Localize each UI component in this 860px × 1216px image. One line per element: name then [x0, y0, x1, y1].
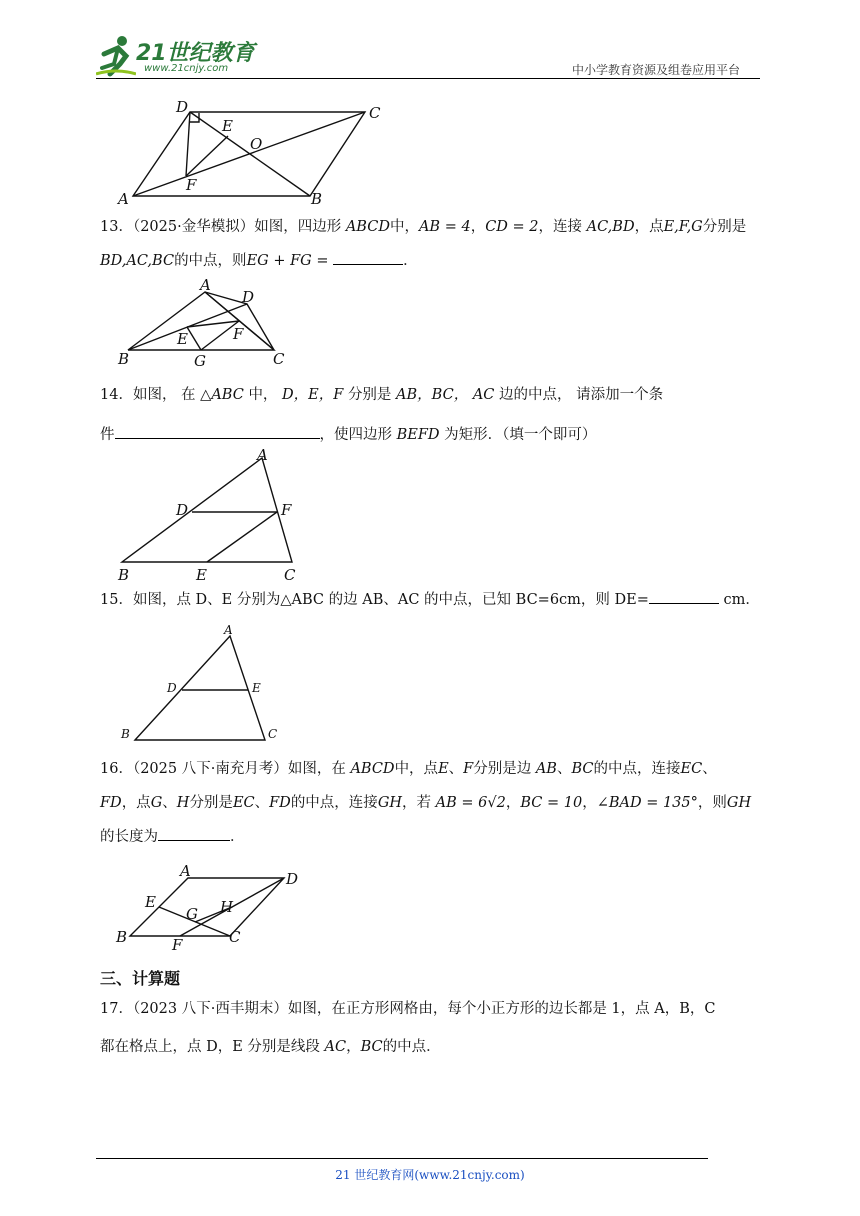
fig12-label-c: C	[369, 104, 381, 122]
fig16-label-c: C	[229, 928, 241, 946]
fig14-label-d: D	[176, 501, 189, 519]
fig12-label-f: F	[186, 176, 197, 194]
fig13-label-e: E	[177, 330, 188, 348]
figure-16	[112, 858, 307, 954]
fig13-label-f: F	[233, 325, 244, 343]
q16-answer-blank[interactable]	[158, 826, 230, 841]
fig16-label-h: H	[220, 898, 234, 916]
figure-14	[112, 444, 307, 586]
header-rule	[96, 78, 760, 79]
fig16-label-d: D	[286, 870, 299, 888]
footer-rule	[96, 1158, 708, 1159]
q15-answer-blank[interactable]	[649, 589, 719, 604]
fig15-label-e: E	[252, 681, 261, 695]
question-14: 14．如图， 在 △ABC 中， D，E，F 分别是 AB，BC， AC 边的中点， 请添加一个条 件 ，使四边形 BEFD 为矩形．（填一个即可）	[100, 387, 664, 443]
footer-site-text: 21 世纪教育网(www.21cnjy.com)	[335, 1168, 525, 1182]
fig14-label-e: E	[196, 566, 207, 584]
fig15-label-d: D	[167, 681, 177, 695]
question-15: 15．如图，点 D、E 分别为△ABC 的边 AB、AC 的中点，已知 BC=6cm，则 DE= cm．	[100, 583, 762, 617]
fig16-label-f: F	[172, 936, 183, 954]
fig14-label-b: B	[118, 566, 130, 584]
fig14-label-f: F	[281, 501, 292, 519]
question-17: 17．（2023 八下·西丰期末）如图，在正方形网格由，每个小正方形的边长都是 1，点 A，B，C 都在格点上，点 D，E 分别是线段 AC，BC的中点．	[100, 1001, 716, 1055]
logo-sub-text: www.21cnjy.com	[144, 63, 229, 74]
fig16-label-e: E	[145, 893, 156, 911]
fig16-label-a: A	[180, 862, 191, 880]
figure-15	[115, 620, 290, 744]
section-heading-calculation: 三、计算题	[100, 969, 181, 988]
fig12-label-b: B	[311, 190, 323, 208]
fig15-label-c: C	[268, 727, 278, 741]
fig12-label-e: E	[222, 117, 233, 135]
fig15-label-b: B	[121, 727, 130, 741]
fig13-label-b: B	[118, 350, 130, 368]
q13-answer-blank[interactable]	[333, 250, 403, 265]
fig16-label-b: B	[116, 928, 128, 946]
fig14-label-a: A	[257, 446, 268, 464]
fig13-label-c: C	[273, 350, 285, 368]
fig13-label-a: A	[200, 278, 211, 294]
figure-12	[110, 98, 400, 208]
fig12-label-d: D	[176, 98, 189, 116]
fig14-label-c: C	[284, 566, 296, 584]
fig12-label-a: A	[118, 190, 129, 208]
figure-13	[112, 278, 292, 370]
runner-icon	[96, 34, 136, 78]
fig13-label-g: G	[194, 352, 206, 370]
q14-answer-blank[interactable]	[115, 424, 320, 439]
question-16: 16．（2025 八下·南充月考）如图，在 ABCD中，点E、F分别是边 AB、BC的中点，连接EC、 FD，点G、H分别是EC、FD的中点，连接GH，若 AB = 6√2，BC = 10，∠BAD = 135°，则GH 的长度为 ．	[100, 761, 752, 845]
fig12-label-o: O	[250, 135, 263, 153]
fig16-label-g: G	[186, 905, 198, 923]
fig15-label-a: A	[224, 623, 233, 637]
header-platform-text: 中小学教育资源及组卷应用平台	[572, 63, 741, 77]
fig13-label-d: D	[242, 288, 255, 306]
logo-main-text: 21世纪教育	[136, 41, 255, 66]
site-logo	[96, 34, 266, 78]
question-13: 13．（2025·金华模拟）如图，四边形 ABCD中，AB = 4，CD = 2，连接 AC,BD，点E,F,G分别是 BD,AC,BC的中点，则EG + FG = ．	[100, 219, 747, 269]
